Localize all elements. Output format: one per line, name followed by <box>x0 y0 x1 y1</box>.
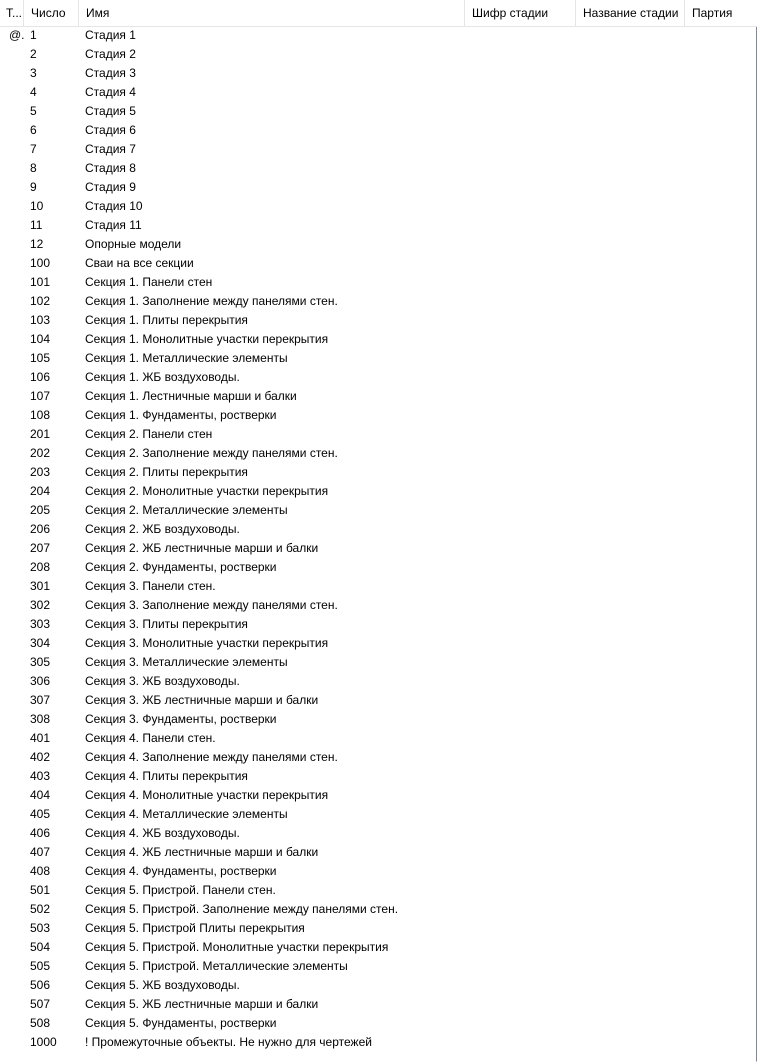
row-number-cell: 100 <box>30 256 51 270</box>
list-item[interactable] <box>0 634 757 653</box>
row-number-cell: 304 <box>30 636 51 650</box>
row-type-cell <box>9 102 29 121</box>
list-item[interactable] <box>0 330 757 349</box>
row-name-cell: Стадия 8 <box>85 161 136 175</box>
row-name-cell: Секция 4. ЖБ воздуховоды. <box>85 826 240 840</box>
row-type-cell <box>9 957 29 976</box>
list-item[interactable] <box>0 83 757 102</box>
row-number-cell: 205 <box>30 503 51 517</box>
row-number-cell: 206 <box>30 522 51 536</box>
row-number-cell: 502 <box>30 902 51 916</box>
row-type-cell <box>9 45 29 64</box>
row-name-cell: Секция 1. ЖБ воздуховоды. <box>85 370 240 384</box>
row-number-cell: 302 <box>30 598 51 612</box>
row-number-cell: 306 <box>30 674 51 688</box>
row-name-cell: Секция 2. Фундаменты, ростверки <box>85 560 277 574</box>
list-item[interactable] <box>0 140 757 159</box>
row-type-cell <box>9 577 29 596</box>
row-number-cell: 102 <box>30 294 51 308</box>
list-item[interactable] <box>0 1014 757 1033</box>
row-number-cell: 5 <box>30 104 37 118</box>
list-rows <box>0 26 757 1052</box>
row-number-cell: 406 <box>30 826 51 840</box>
row-name-cell: Секция 5. Пристрой. Панели стен. <box>85 883 276 897</box>
column-header-number[interactable]: Число <box>24 0 79 26</box>
row-name-cell: Сваи на все секции <box>85 256 194 270</box>
row-name-cell: Стадия 6 <box>85 123 136 137</box>
row-number-cell: 108 <box>30 408 51 422</box>
list-item[interactable] <box>0 444 757 463</box>
list-item[interactable] <box>0 273 757 292</box>
row-number-cell: 303 <box>30 617 51 631</box>
row-name-cell: Стадия 5 <box>85 104 136 118</box>
row-number-cell: 9 <box>30 180 37 194</box>
list-item[interactable] <box>0 520 757 539</box>
row-type-cell <box>9 83 29 102</box>
row-number-cell: 11 <box>30 218 43 232</box>
row-name-cell: Секция 1. Панели стен <box>85 275 213 289</box>
row-type-cell <box>9 919 29 938</box>
row-number-cell: 506 <box>30 978 51 992</box>
row-name-cell: Стадия 11 <box>85 218 142 232</box>
row-type-cell <box>9 995 29 1014</box>
row-name-cell: Секция 4. Панели стен. <box>85 731 216 745</box>
list-item[interactable] <box>0 995 757 1014</box>
row-type-cell <box>9 406 29 425</box>
row-name-cell: Секция 1. Лестничные марши и балки <box>85 389 297 403</box>
row-type-cell <box>9 387 29 406</box>
row-number-cell: 301 <box>30 579 51 593</box>
row-type-cell <box>9 615 29 634</box>
row-name-cell: Стадия 2 <box>85 47 136 61</box>
row-type-cell <box>9 881 29 900</box>
list-item[interactable] <box>0 64 757 83</box>
column-header-bar <box>0 0 757 27</box>
row-type-cell <box>9 482 29 501</box>
list-item[interactable] <box>0 1033 757 1052</box>
list-item[interactable] <box>0 102 757 121</box>
row-name-cell: Секция 3. Металлические элементы <box>85 655 288 669</box>
row-name-cell: Секция 3. ЖБ лестничные марши и балки <box>85 693 319 707</box>
row-name-cell: Секция 1. Заполнение между панелями стен. <box>85 294 338 308</box>
row-number-cell: 407 <box>30 845 51 859</box>
list-item[interactable] <box>0 976 757 995</box>
row-number-cell: 12 <box>30 237 44 251</box>
column-header-type[interactable]: Т... <box>0 0 24 26</box>
row-type-cell <box>9 216 29 235</box>
row-type-cell <box>9 900 29 919</box>
row-number-cell: 6 <box>30 123 37 137</box>
list-item[interactable] <box>0 805 757 824</box>
row-number-cell: 307 <box>30 693 51 707</box>
row-number-cell: 8 <box>30 161 37 175</box>
list-item[interactable] <box>0 178 757 197</box>
row-name-cell: Секция 5. ЖБ воздуховоды. <box>85 978 240 992</box>
list-item[interactable] <box>0 919 757 938</box>
row-name-cell: Стадия 10 <box>85 199 143 213</box>
row-type-cell <box>9 596 29 615</box>
row-type-cell <box>9 1014 29 1033</box>
row-number-cell: 103 <box>30 313 51 327</box>
row-type-cell <box>9 786 29 805</box>
row-name-cell: Секция 2. Заполнение между панелями стен. <box>85 446 338 460</box>
row-number-cell: 308 <box>30 712 51 726</box>
row-name-cell: Секция 3. Панели стен. <box>85 579 216 593</box>
row-name-cell: Секция 3. Фундаменты, ростверки <box>85 712 277 726</box>
list-item[interactable] <box>0 786 757 805</box>
row-number-cell: 503 <box>30 921 51 935</box>
row-type-cell <box>9 140 29 159</box>
row-number-cell: 401 <box>30 731 51 745</box>
row-type-cell <box>9 444 29 463</box>
row-type-cell <box>9 235 29 254</box>
row-type-cell <box>9 292 29 311</box>
list-item[interactable] <box>0 577 757 596</box>
row-type-cell <box>9 330 29 349</box>
row-type-cell <box>9 197 29 216</box>
row-type-cell: @. <box>9 28 25 42</box>
row-name-cell: Секция 5. Пристрой. Заполнение между панелями стен. <box>85 902 399 916</box>
row-name-cell: Секция 5. Пристрой. Металлические элементы <box>85 959 348 973</box>
list-item[interactable] <box>0 596 757 615</box>
row-number-cell: 402 <box>30 750 51 764</box>
list-item[interactable] <box>0 672 757 691</box>
row-type-cell <box>9 1033 29 1052</box>
list-item[interactable] <box>0 558 757 577</box>
list-item[interactable] <box>0 292 757 311</box>
row-type-cell <box>9 64 29 83</box>
row-type-cell <box>9 178 29 197</box>
row-type-cell <box>9 767 29 786</box>
row-name-cell: Секция 1. Металлические элементы <box>85 351 288 365</box>
row-type-cell <box>9 805 29 824</box>
row-number-cell: 1 <box>30 28 37 42</box>
list-item[interactable] <box>0 159 757 178</box>
row-name-cell: Секция 2. ЖБ воздуховоды. <box>85 522 240 536</box>
list-item[interactable] <box>0 482 757 501</box>
row-number-cell: 7 <box>30 142 37 156</box>
row-name-cell: Секция 5. Фундаменты, ростверки <box>85 1016 277 1030</box>
column-header-stage-name[interactable]: Название стадии <box>576 0 685 26</box>
row-number-cell: 104 <box>30 332 51 346</box>
row-type-cell <box>9 349 29 368</box>
list-item[interactable] <box>0 216 757 235</box>
row-type-cell <box>9 710 29 729</box>
row-type-cell <box>9 653 29 672</box>
row-number-cell: 107 <box>30 389 51 403</box>
list-item[interactable] <box>0 881 757 900</box>
row-number-cell: 505 <box>30 959 51 973</box>
row-name-cell: Секция 4. Фундаменты, ростверки <box>85 864 277 878</box>
row-type-cell <box>9 501 29 520</box>
list-item[interactable] <box>0 539 757 558</box>
row-number-cell: 201 <box>30 427 51 441</box>
list-item[interactable] <box>0 710 757 729</box>
row-name-cell: Секция 4. Плиты перекрытия <box>85 769 248 783</box>
list-item[interactable] <box>0 425 757 444</box>
row-type-cell <box>9 976 29 995</box>
row-number-cell: 404 <box>30 788 51 802</box>
row-name-cell: Стадия 3 <box>85 66 136 80</box>
row-number-cell: 202 <box>30 446 51 460</box>
row-type-cell <box>9 938 29 957</box>
row-name-cell: Секция 1. Плиты перекрытия <box>85 313 248 327</box>
row-name-cell: Секция 4. Заполнение между панелями стен. <box>85 750 338 764</box>
list-item[interactable] <box>0 368 757 387</box>
row-number-cell: 405 <box>30 807 51 821</box>
row-name-cell: Секция 3. Заполнение между панелями стен. <box>85 598 338 612</box>
list-item[interactable] <box>0 121 757 140</box>
row-number-cell: 508 <box>30 1016 51 1030</box>
row-name-cell: Секция 5. ЖБ лестничные марши и балки <box>85 997 319 1011</box>
row-name-cell: Опорные модели <box>85 237 182 251</box>
list-item[interactable] <box>0 501 757 520</box>
row-name-cell: Секция 2. Панели стен <box>85 427 213 441</box>
row-number-cell: 101 <box>30 275 51 289</box>
row-number-cell: 1000 <box>30 1035 57 1049</box>
list-item[interactable] <box>0 767 757 786</box>
row-type-cell <box>9 520 29 539</box>
row-name-cell: ! Промежуточные объекты. Не нужно для чертежей <box>85 1035 372 1049</box>
list-item[interactable] <box>0 615 757 634</box>
row-number-cell: 3 <box>30 66 37 80</box>
row-type-cell <box>9 634 29 653</box>
list-item[interactable] <box>0 387 757 406</box>
row-number-cell: 208 <box>30 560 51 574</box>
row-name-cell: Секция 4. Монолитные участки перекрытия <box>85 788 329 802</box>
row-number-cell: 203 <box>30 465 51 479</box>
column-header-stage-code[interactable]: Шифр стадии <box>465 0 576 26</box>
list-item[interactable] <box>0 463 757 482</box>
column-header-party[interactable]: Партия <box>692 6 733 20</box>
list-item[interactable] <box>0 45 757 64</box>
list-item[interactable] <box>0 957 757 976</box>
list-item[interactable] <box>0 748 757 767</box>
row-number-cell: 408 <box>30 864 51 878</box>
list-item[interactable] <box>0 862 757 881</box>
column-header-name[interactable]: Имя <box>79 0 465 26</box>
list-item[interactable] <box>0 729 757 748</box>
list-item[interactable] <box>0 311 757 330</box>
list-item[interactable] <box>0 349 757 368</box>
row-number-cell: 501 <box>30 883 51 897</box>
row-number-cell: 305 <box>30 655 51 669</box>
row-name-cell: Секция 1. Фундаменты, ростверки <box>85 408 277 422</box>
row-type-cell <box>9 368 29 387</box>
row-number-cell: 207 <box>30 541 51 555</box>
row-number-cell: 4 <box>30 85 37 99</box>
row-type-cell <box>9 311 29 330</box>
row-type-cell <box>9 748 29 767</box>
row-name-cell: Секция 3. Плиты перекрытия <box>85 617 248 631</box>
list-item[interactable] <box>0 197 757 216</box>
list-item[interactable] <box>0 824 757 843</box>
row-type-cell <box>9 121 29 140</box>
row-type-cell <box>9 159 29 178</box>
row-name-cell: Стадия 9 <box>85 180 136 194</box>
row-type-cell <box>9 254 29 273</box>
row-name-cell: Стадия 4 <box>85 85 136 99</box>
row-type-cell <box>9 558 29 577</box>
row-name-cell: Секция 2. Монолитные участки перекрытия <box>85 484 329 498</box>
row-type-cell <box>9 672 29 691</box>
row-name-cell: Секция 5. Пристрой Плиты перекрытия <box>85 921 305 935</box>
row-type-cell <box>9 539 29 558</box>
row-name-cell: Секция 3. ЖБ воздуховоды. <box>85 674 240 688</box>
row-type-cell <box>9 273 29 292</box>
row-name-cell: Секция 4. ЖБ лестничные марши и балки <box>85 845 319 859</box>
row-name-cell: Секция 1. Монолитные участки перекрытия <box>85 332 329 346</box>
row-name-cell: Секция 2. Металлические элементы <box>85 503 288 517</box>
row-type-cell <box>9 425 29 444</box>
row-type-cell <box>9 862 29 881</box>
row-number-cell: 403 <box>30 769 51 783</box>
row-number-cell: 507 <box>30 997 51 1011</box>
row-number-cell: 10 <box>30 199 44 213</box>
list-item[interactable] <box>0 900 757 919</box>
row-name-cell: Секция 3. Монолитные участки перекрытия <box>85 636 329 650</box>
row-number-cell: 105 <box>30 351 51 365</box>
row-number-cell: 2 <box>30 47 37 61</box>
row-name-cell: Секция 2. Плиты перекрытия <box>85 465 248 479</box>
row-type-cell <box>9 463 29 482</box>
row-name-cell: Стадия 1 <box>85 28 136 42</box>
row-type-cell <box>9 843 29 862</box>
row-number-cell: 106 <box>30 370 51 384</box>
list-item[interactable] <box>0 843 757 862</box>
list-item[interactable] <box>0 653 757 672</box>
row-name-cell: Стадия 7 <box>85 142 136 156</box>
list-item[interactable] <box>0 26 757 45</box>
row-name-cell: Секция 4. Металлические элементы <box>85 807 288 821</box>
list-item[interactable] <box>0 406 757 425</box>
list-item[interactable] <box>0 691 757 710</box>
row-number-cell: 504 <box>30 940 51 954</box>
row-name-cell: Секция 2. ЖБ лестничные марши и балки <box>85 541 319 555</box>
row-type-cell <box>9 729 29 748</box>
row-number-cell: 204 <box>30 484 51 498</box>
list-item[interactable] <box>0 938 757 957</box>
list-item[interactable] <box>0 254 757 273</box>
list-item[interactable] <box>0 235 757 254</box>
row-name-cell: Секция 5. Пристрой. Монолитные участки перекрытия <box>85 940 389 954</box>
row-type-cell <box>9 691 29 710</box>
row-type-cell <box>9 824 29 843</box>
